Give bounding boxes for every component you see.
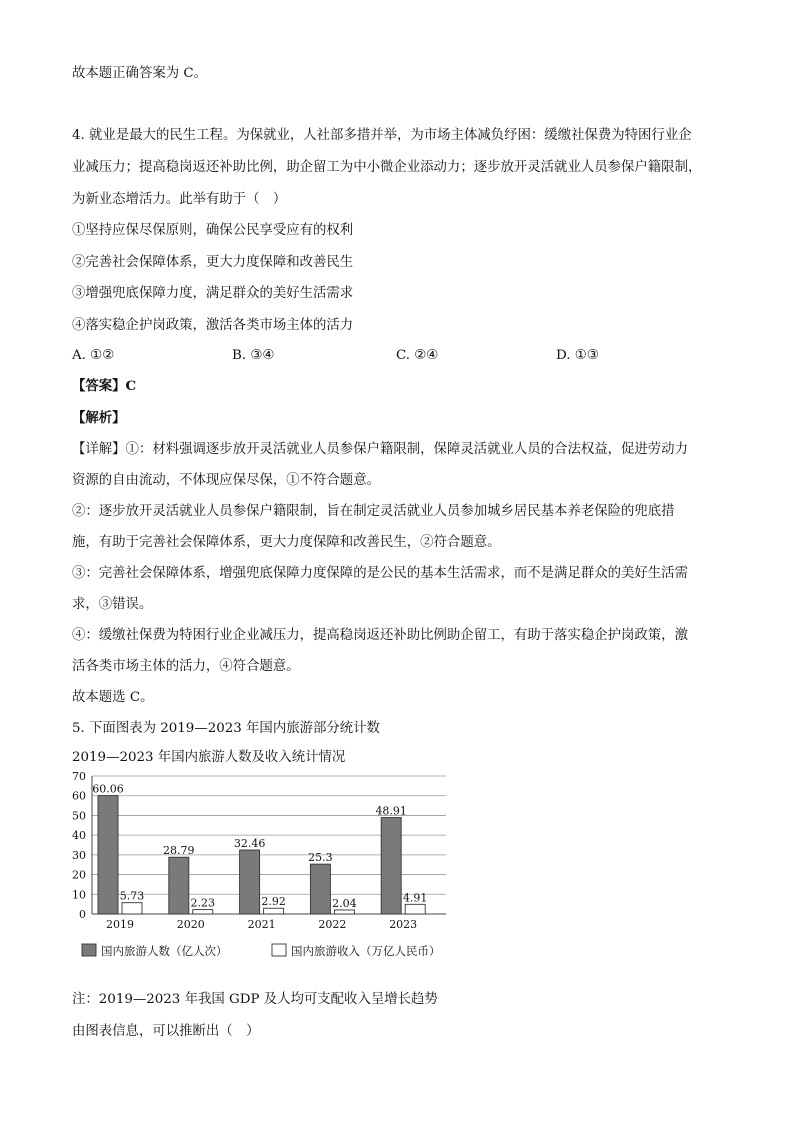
- statement-2: ②完善社会保障体系，更大力度保障和改善民生: [72, 255, 354, 270]
- y-tick-label: 40: [72, 829, 86, 843]
- answer: 【答案】C: [72, 378, 137, 394]
- legend-swatch: [272, 944, 286, 956]
- y-tick-label: 30: [72, 848, 86, 862]
- bar: [169, 857, 189, 914]
- legend-label: 国内旅游收入（万亿人民币）: [291, 944, 441, 958]
- option-d: D. ①③: [556, 348, 599, 363]
- analysis-line-6: 求，③错误。: [72, 597, 153, 612]
- data-label: 32.46: [233, 837, 266, 851]
- question-4-stem-2: 业减压力；提高稳岗返还补助比例，助企留工为中小微企业添动力；逐步放开灵活就业人员参保户籍限制，: [72, 160, 702, 175]
- tourism-bar-chart: [60, 768, 460, 976]
- analysis-heading: 【解析】: [72, 410, 126, 426]
- bar: [310, 864, 330, 914]
- option-b: B. ③④: [232, 348, 275, 363]
- data-label: 60.06: [92, 782, 124, 796]
- legend-swatch: [82, 944, 96, 956]
- bar: [193, 910, 213, 914]
- statement-4: ④落实稳企护岗政策，激活各类市场主体的活力: [72, 318, 354, 333]
- option-c: C. ②④: [396, 348, 439, 363]
- x-tick-label: 2022: [318, 918, 347, 931]
- x-tick-label: 2019: [106, 918, 134, 931]
- x-tick-label: 2021: [247, 918, 276, 931]
- statement-1: ①坚持应保尽保原则，确保公民享受应有的权利: [72, 223, 354, 238]
- y-tick-label: 50: [72, 809, 86, 823]
- y-tick-label: 70: [72, 770, 86, 783]
- bar: [264, 908, 284, 914]
- y-tick-label: 20: [72, 868, 86, 882]
- line-1: 故本题正确答案为 C。: [72, 66, 208, 81]
- data-label: 4.91: [402, 891, 428, 905]
- analysis-line-1: 【详解】①：材料强调逐步放开灵活就业人员参保户籍限制，保障灵活就业人员的合法权益，促进劳动力: [72, 442, 688, 457]
- bar: [334, 910, 354, 914]
- statement-3: ③增强兜底保障力度，满足群众的美好生活需求: [72, 286, 354, 301]
- option-a: A. ①②: [72, 348, 115, 363]
- x-tick-label: 2020: [176, 918, 205, 931]
- chart-note: 注：2019—2023 年我国 GDP 及人均可支配收入呈增长趋势: [72, 992, 438, 1007]
- analysis-line-7: ④：缓缴社保费为特困行业企业减压力，提高稳岗返还补助比例助企留工，有助于落实稳企护岗政策，激: [72, 628, 688, 643]
- analysis-conclusion: 故本题选 C。: [72, 690, 154, 705]
- data-label: 2.92: [261, 895, 286, 909]
- x-tick-label: 2023: [389, 918, 418, 931]
- bar: [98, 796, 118, 914]
- data-label: 28.79: [163, 844, 195, 858]
- legend-label: 国内旅游人数（亿人次）: [101, 944, 228, 958]
- y-tick-label: 0: [79, 908, 86, 921]
- analysis-line-5: ③：完善社会保障体系，增强兜底保障力度保障的是公民的基本生活需求，而不是满足群众的美好生活需: [72, 566, 688, 581]
- question-5-prompt: 由图表信息，可以推断出（ ）: [72, 1024, 260, 1039]
- bar: [405, 904, 425, 914]
- analysis-line-3: ②：逐步放开灵活就业人员参保户籍限制，旨在制定灵活就业人员参加城乡居民基本养老保险的兜底措: [72, 504, 675, 519]
- data-label: 5.73: [119, 889, 145, 903]
- data-label: 48.91: [375, 804, 407, 818]
- chart-title: 2019—2023 年国内旅游人数及收入统计情况: [72, 750, 346, 765]
- analysis-line-2: 资源的自由流动，不体现应保尽保，①不符合题意。: [72, 473, 380, 488]
- data-label: 2.04: [332, 896, 357, 910]
- bar: [381, 818, 401, 914]
- analysis-line-8: 活各类市场主体的活力，④符合题意。: [72, 659, 300, 674]
- data-label: 2.23: [190, 896, 216, 910]
- y-tick-label: 60: [72, 789, 86, 803]
- y-tick-label: 10: [72, 888, 86, 902]
- data-label: 25.3: [308, 851, 333, 865]
- question-5-stem: 5. 下面图表为 2019—2023 年国内旅游部分统计数: [72, 721, 380, 736]
- bar: [122, 903, 142, 914]
- bar: [240, 850, 260, 914]
- question-4-stem-3: 为新业态增活力。此举有助于（ ）: [72, 192, 287, 207]
- question-4-stem: 4. 就业是最大的民生工程。为保就业，人社部多措并举，为市场主体减负纾困：缓缴社保费为特困行业企: [72, 128, 692, 143]
- analysis-line-4: 施，有助于完善社会保障体系，更大力度保障和改善民生，②符合题意。: [72, 535, 501, 550]
